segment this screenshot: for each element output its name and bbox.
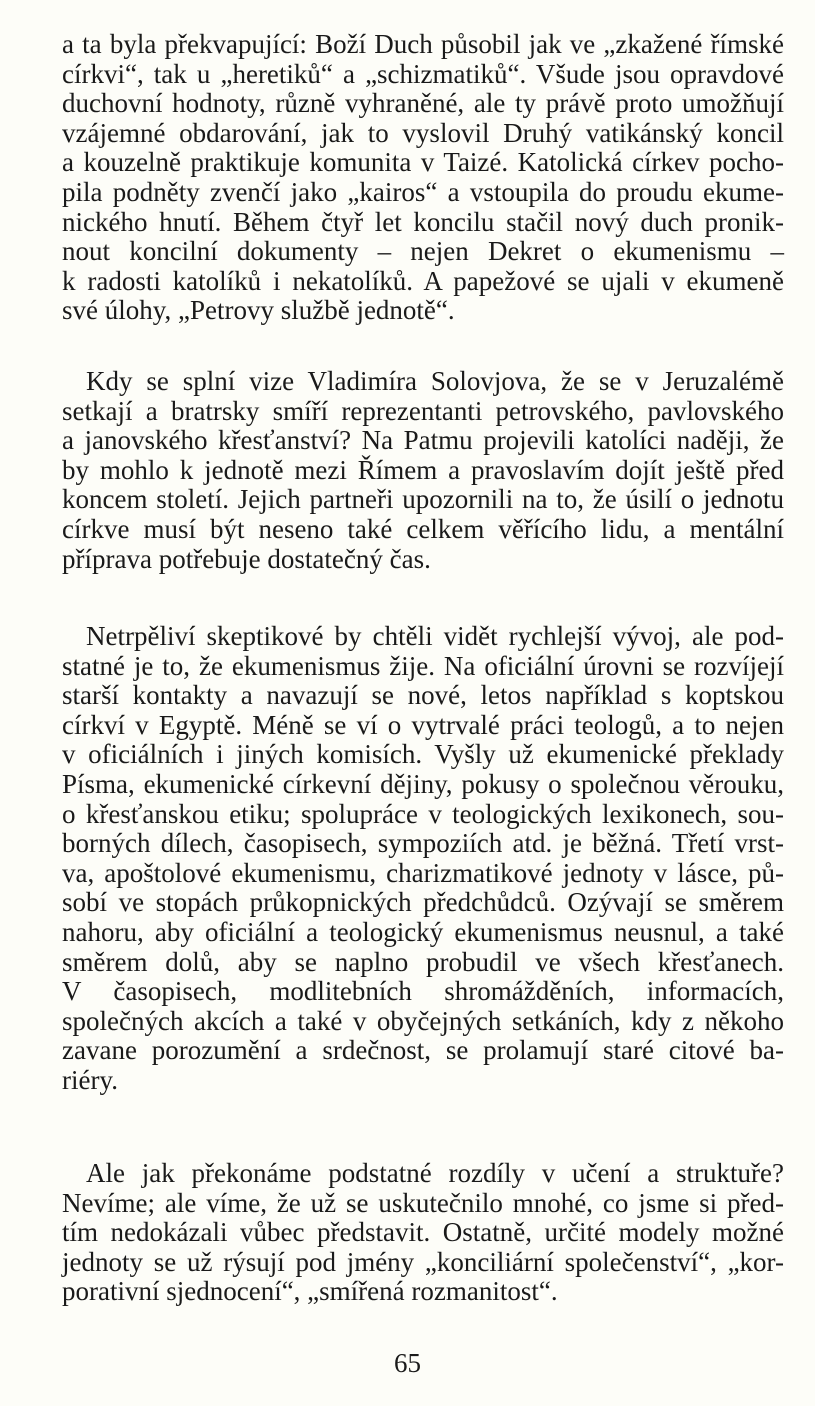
- paragraph-3: [62, 622, 784, 1096]
- text-line: starší kontakty a navazují se nové, letos například s koptskou: [62, 680, 784, 711]
- text-line: církvi“, tak u „heretiků“ a „schizmatiků“. Všude jsou opravdové: [62, 58, 784, 89]
- text-line: vzájemné obdarování, jak to vyslovil Druhý vatikánský koncil: [62, 117, 784, 148]
- text-line: riéry.: [62, 1064, 118, 1095]
- text-line: a janovského křesťanství? Na Patmu projevili katolíci naději, že: [62, 425, 784, 456]
- text-line: sobí ve stopách průkopnických předchůdců. Ozývají se směrem: [62, 887, 784, 918]
- text-line: statné je to, že ekumenismus žije. Na oficiální úrovni se rozvíjejí: [62, 650, 784, 681]
- text-line: nahoru, aby oficiální a teologický ekumenismus neusnul, a také: [62, 916, 784, 947]
- paragraph-4: [62, 1159, 784, 1307]
- text-line: Kdy se splní vize Vladimíra Solovjova, že se v Jeruzalémě: [86, 366, 784, 396]
- text-line: v oficiálních i jiných komisích. Vyšly už ekumenické překlady: [62, 739, 784, 770]
- text-line: jednoty se už rýsují pod jmény „konciliární společenství“, „kor-: [62, 1246, 784, 1277]
- text-line: V časopisech, modlitebních shromážděních, informacích,: [62, 976, 784, 1007]
- page-number: 65: [394, 1348, 421, 1378]
- text-line: své úlohy, „Petrovy službě jednotě“.: [62, 295, 455, 326]
- paragraph-1: [62, 30, 784, 326]
- text-line: společných akcích a také v obyčejných setkáních, kdy z někoho: [62, 1005, 784, 1036]
- text-line: by mohlo k jednotě mezi Římem a pravoslavím dojít ještě před: [62, 454, 784, 485]
- text-line: setkají a bratrsky smíří reprezentanti petrovského, pavlovského: [62, 395, 784, 426]
- text-line: k radosti katolíků i nekatolíků. A papežové se ujali v ekumeně: [62, 265, 784, 296]
- text-line: směrem dolů, aby se naplno probudil ve všech křesťanech.: [62, 946, 784, 977]
- text-line: příprava potřebuje dostatečný čas.: [62, 543, 431, 574]
- text-line: koncem století. Jejich partneři upozornili na to, že úsilí o jednotu: [62, 484, 784, 515]
- text-line: a kouzelně praktikuje komunita v Taizé. Katolická církev pocho-: [62, 147, 784, 178]
- text-line: Ale jak překonáme podstatné rozdíly v učení a struktuře?: [86, 1158, 784, 1188]
- paragraph-2: [62, 367, 784, 574]
- text-line: pila podněty zvenčí jako „kairos“ a vstoupila do proudu ekume-: [62, 176, 784, 207]
- text-line: a ta byla překvapující: Boží Duch působil jak ve „zkažené římské: [62, 29, 784, 59]
- text-line: tím nedokázali vůbec představit. Ostatně, určité modely možné: [62, 1217, 784, 1248]
- text-line: nického hnutí. Během čtyř let koncilu stačil nový duch pronik-: [62, 206, 784, 237]
- text-line: o křesťanskou etiku; spolupráce v teologických lexikonech, sou-: [62, 798, 784, 829]
- text-line: Písma, ekumenické církevní dějiny, pokusy o společnou věrouku,: [62, 768, 784, 799]
- text-line: zavane porozumění a srdečnost, se prolamují staré citové ba-: [62, 1035, 784, 1066]
- text-line: porativní sjednocení“, „smířená rozmanitost“.: [62, 1276, 558, 1307]
- text-line: Nevíme; ale víme, že už se uskutečnilo mnohé, co jsme si před-: [62, 1187, 784, 1218]
- text-line: církví v Egyptě. Méně se ví o vytrvalé práci teologů, a to nejen: [62, 709, 784, 740]
- text-line: církve musí být neseno také celkem věřícího lidu, a mentální: [62, 513, 784, 544]
- text-line: duchovní hodnoty, různě vyhraněné, ale ty právě proto umožňují: [62, 88, 784, 119]
- text-line: nout koncilní dokumenty – nejen Dekret o ekumenismu –: [62, 236, 784, 267]
- text-line: va, apoštolové ekumenismu, charizmatikové jednoty v lásce, pů-: [62, 857, 784, 888]
- text-line: borných dílech, časopisech, sympoziích atd. je běžná. Třetí vrst-: [62, 828, 784, 859]
- text-line: Netrpěliví skeptikové by chtěli vidět rychlejší vývoj, ale pod-: [86, 621, 784, 651]
